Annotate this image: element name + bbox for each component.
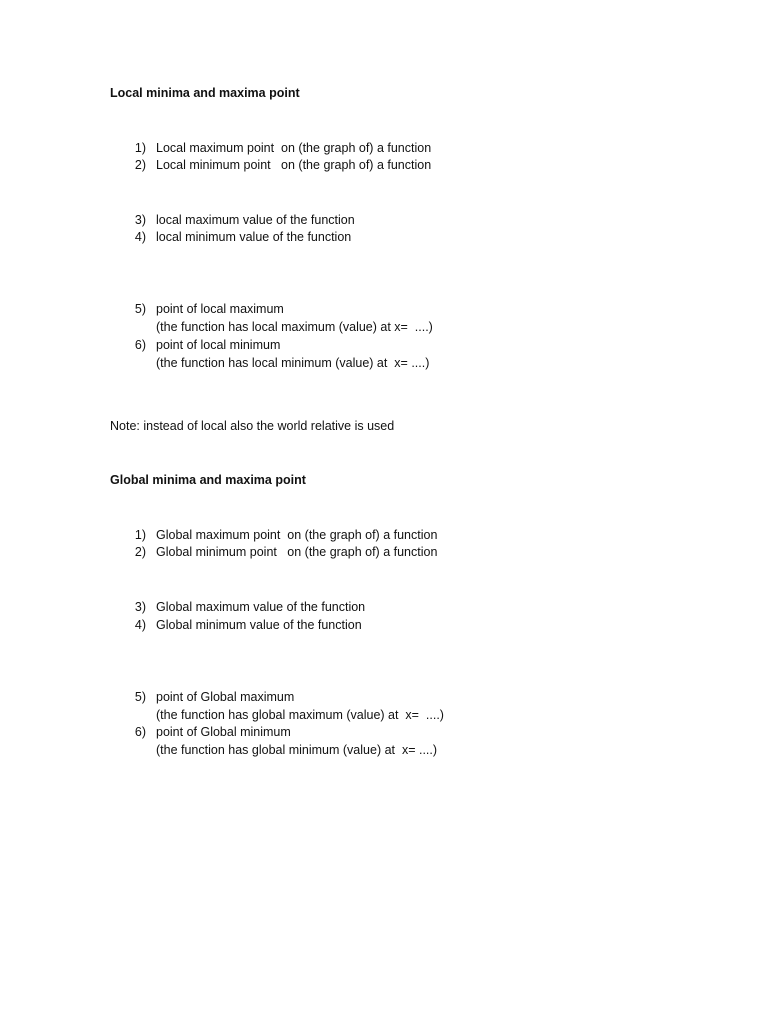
list-item bbox=[0, 302, 760, 320]
list-item bbox=[0, 690, 760, 708]
list-item bbox=[0, 618, 760, 636]
list-item bbox=[0, 338, 760, 356]
list-text: Global maximum value of the function bbox=[156, 600, 366, 614]
list-number: 1) bbox=[134, 528, 146, 542]
list-text: Global minimum point on (the graph of) a function bbox=[156, 545, 438, 559]
list-number: 3) bbox=[134, 213, 146, 227]
list-number: 6) bbox=[134, 725, 146, 739]
list-number: 4) bbox=[134, 230, 146, 244]
list-text: Global maximum point on (the graph of) a function bbox=[156, 528, 438, 542]
list-number: 4) bbox=[134, 618, 146, 632]
list-number: 2) bbox=[134, 158, 146, 172]
list-text: local maximum value of the function bbox=[156, 213, 355, 227]
list-subtext: (the function has local maximum (value) at x= ....) bbox=[156, 320, 433, 334]
list-item bbox=[0, 213, 760, 231]
list-item bbox=[0, 545, 760, 563]
list-number: 1) bbox=[134, 141, 146, 155]
list-text: local minimum value of the function bbox=[156, 230, 352, 244]
list-number: 6) bbox=[134, 338, 146, 352]
list-number: 5) bbox=[134, 302, 146, 316]
list-text: Global minimum value of the function bbox=[156, 618, 362, 632]
list-subtext: (the function has global minimum (value) at x= ....) bbox=[156, 743, 438, 757]
local-section-heading: Local minima and maxima point bbox=[110, 86, 300, 100]
list-number: 3) bbox=[134, 600, 146, 614]
global-section-heading: Global minima and maxima point bbox=[110, 473, 306, 487]
list-item bbox=[0, 141, 760, 159]
list-subtext: (the function has global maximum (value) at x= ....) bbox=[156, 708, 444, 722]
note-text: Note: instead of local also the world relative is used bbox=[110, 419, 395, 433]
list-text: point of Global maximum bbox=[156, 690, 295, 704]
list-item bbox=[0, 528, 760, 546]
list-text: point of Global minimum bbox=[156, 725, 291, 739]
list-item bbox=[0, 230, 760, 248]
list-subtext: (the function has local minimum (value) at x= ....) bbox=[156, 356, 430, 370]
list-text: Local minimum point on (the graph of) a function bbox=[156, 158, 432, 172]
list-item bbox=[0, 158, 760, 176]
list-number: 2) bbox=[134, 545, 146, 559]
list-item bbox=[0, 725, 760, 743]
list-item bbox=[0, 600, 760, 618]
list-text: Local maximum point on (the graph of) a function bbox=[156, 141, 432, 155]
list-number: 5) bbox=[134, 690, 146, 704]
list-text: point of local maximum bbox=[156, 302, 284, 316]
list-text: point of local minimum bbox=[156, 338, 281, 352]
